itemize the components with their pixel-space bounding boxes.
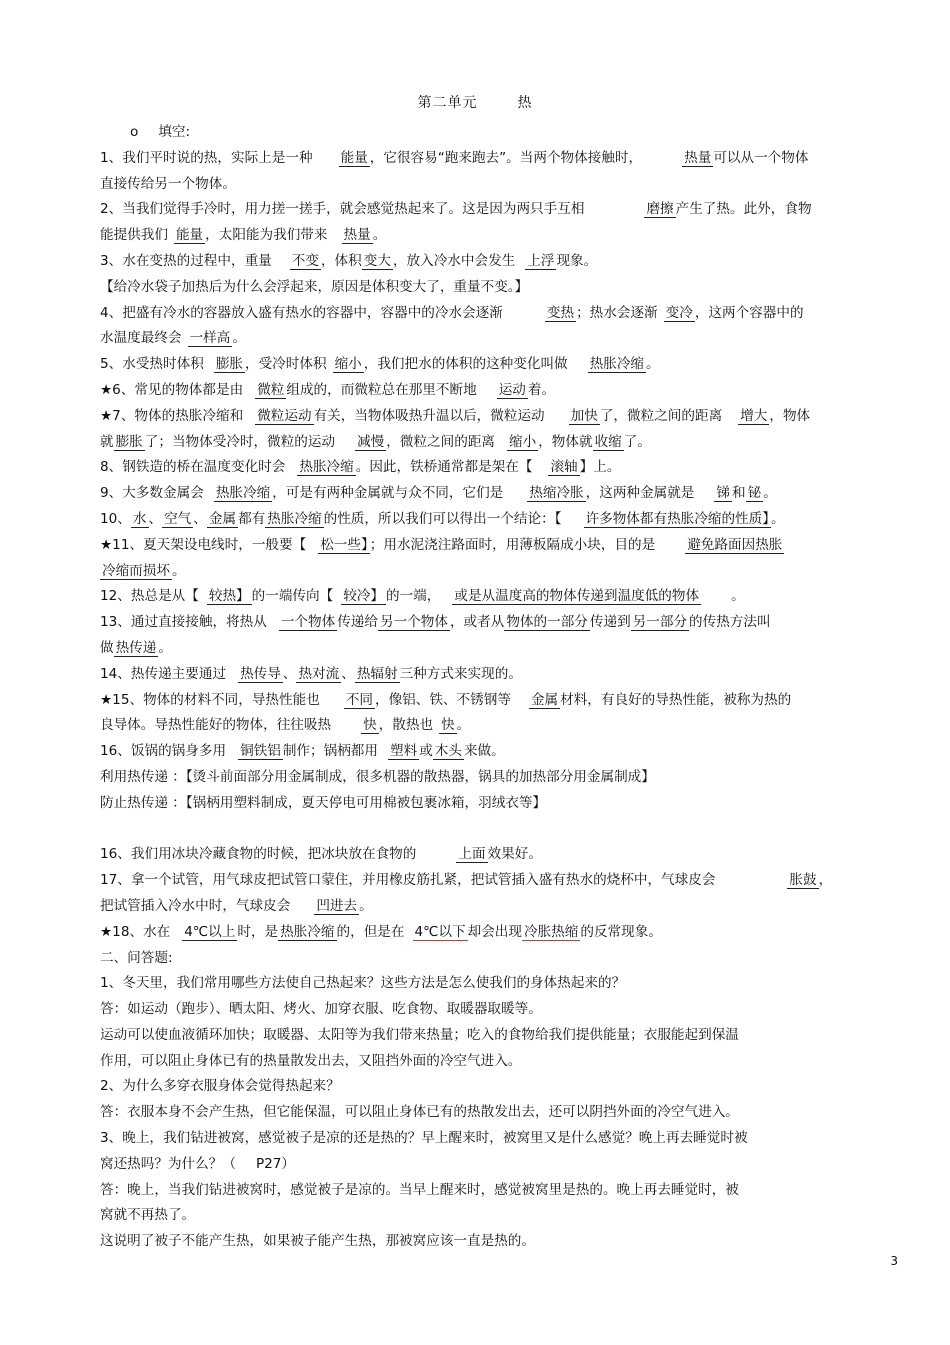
question-text: ， <box>818 872 833 889</box>
answer-blank: 许多物体都有热胀冷缩的性质】 <box>585 510 770 527</box>
question-line <box>100 197 895 223</box>
question-text: 现象。 <box>556 252 598 269</box>
question-line <box>100 610 895 636</box>
answer-blank: 空气 <box>164 510 192 527</box>
answer-blank: 热对流 <box>298 665 340 682</box>
answer-blank: 塑料 <box>390 743 418 760</box>
answer-blank: 上面 <box>458 846 486 863</box>
unit-label: 第二单元 <box>417 95 478 111</box>
question-text: 2、当我们觉得手冷时，用力搓一搓手，就会感觉热起来了。这是因为两只手互相 <box>100 201 585 218</box>
question-text: 5、水受热时体积 <box>100 356 204 373</box>
answer-blank: 热胀冷缩 <box>280 923 335 940</box>
answer-blank: 热传递 <box>115 639 157 656</box>
question-text: ，我们把水的体积的这种变化叫做 <box>363 356 568 373</box>
question-text: 。 <box>646 356 660 373</box>
question-text: ，物体 <box>769 407 811 424</box>
question-line <box>100 507 895 533</box>
question-line <box>100 894 895 920</box>
answer-blank: 加快 <box>570 407 598 424</box>
question-text: 14、热传递主要通过 <box>100 665 227 682</box>
question-line <box>100 636 895 662</box>
answer-blank: 热胀冷缩 <box>267 510 322 527</box>
question-text: 、 <box>193 510 207 527</box>
answer-blank: 增大 <box>740 407 768 424</box>
question-line <box>100 662 895 688</box>
answer-blank: 木头 <box>434 743 462 760</box>
question-text: 效果好。 <box>487 846 542 863</box>
question-text: ★18、水在 <box>100 923 171 940</box>
qa-question: 1、冬天里，我们常用哪些方法使自己热起来？这些方法是怎么使我们的身体热起来的？ <box>100 975 626 992</box>
answer-blank: 微粒 <box>257 381 285 398</box>
answer-blank: 滚轴 <box>550 459 578 476</box>
question-text: 的一端， <box>386 588 441 605</box>
question-text: 16、我们用冰块冷藏食物的时候，把冰块放在食物的 <box>100 846 417 863</box>
answer-blank: 微粒运动 <box>257 407 312 424</box>
question-text: ，散热也 <box>378 717 434 734</box>
answer-blank: 能量 <box>175 227 204 244</box>
section-title: 填空: <box>158 124 191 140</box>
question-line <box>100 223 895 249</box>
note-text: 防止热传递 ：【锅柄用塑料制成，夏天停电可用棉被包裹冰箱，羽绒衣等】 <box>100 794 547 811</box>
question-text: ，体积 <box>320 252 362 269</box>
question-line <box>100 533 895 559</box>
qa-question: 窝还热吗？为什么？（ P27） <box>100 1155 296 1172</box>
question-text: 传递给 <box>337 614 378 631</box>
answer-blank: 热量 <box>684 149 712 166</box>
question-text: 。 <box>232 330 246 347</box>
answer-blank: 缩小 <box>509 433 537 450</box>
answer-blank: 金属 <box>530 691 559 708</box>
qa-answer: 答：如运动（跑步）、晒太阳、烤火、加穿衣服、吃食物、取暖器取暖等。 <box>100 1001 542 1018</box>
question-text: ，放入冷水中会发生 <box>392 252 516 269</box>
question-text: ；热水会逐渐 <box>576 304 658 321</box>
note-line <box>100 275 895 301</box>
question-text: 16、饭锅的锅身多用 <box>100 743 227 760</box>
question-text: 、 <box>341 665 355 682</box>
answer-blank: 松一些】 <box>320 536 368 553</box>
answer-blank: 热缩冷胀 <box>529 485 584 502</box>
question-line <box>100 146 895 172</box>
question-text: 13、通过直接接触，将热从 <box>100 614 267 631</box>
answer-blank: 变大 <box>363 252 391 269</box>
question-text: 、 <box>282 665 297 682</box>
answer-blank: 避免路面因热胀 <box>687 536 783 553</box>
question-text: 的，但是在 <box>336 923 405 940</box>
question-text: 都有 <box>238 510 266 527</box>
question-text: ★15、物体的材料不同，导热性能也 <box>100 691 320 708</box>
question-text: ，受冷时体积 <box>245 356 327 373</box>
question-text: 了，微粒之间的距离 <box>599 407 723 424</box>
section-title: 二、问答题: <box>100 949 173 966</box>
answer-blank: 热胀冷缩 <box>299 459 354 476</box>
answer-blank: 铋 <box>747 485 762 502</box>
qa-answer: 答：衣服本身不会产生热，但它能保温，可以阻止身体已有的热散发出去，还可以阴挡外面的冷空气进入。 <box>100 1104 739 1121</box>
qa-answer: 这说明了被子不能产生热，如果被子能产生热，那被窝应该一直是热的。 <box>100 1233 535 1250</box>
answer-blank: 减慢 <box>357 433 385 450</box>
answer-blank: 另一部分 <box>632 614 688 631</box>
bullet: o <box>130 124 139 140</box>
question-line <box>100 326 895 352</box>
question-line <box>100 172 895 198</box>
question-line <box>100 739 895 765</box>
question-text: 着。 <box>527 381 556 398</box>
question-text: 的反常现象。 <box>580 923 662 940</box>
question-text: 良导体。导热性能好的物体，往往吸热 <box>100 717 332 734</box>
question-text: ★7、物体的热胀冷缩和 <box>100 407 244 424</box>
answer-blank: 铜铁铝 <box>240 743 281 760</box>
question-text: 的传热方法叫 <box>689 614 771 631</box>
answer-blank: 热胀冷缩 <box>589 356 645 373</box>
question-text: 。 <box>731 588 745 605</box>
question-text: 3、水在变热的过程中，重量 <box>100 252 272 269</box>
answer-blank: 较冷】 <box>343 588 384 605</box>
question-text: 可以从一个物体 <box>713 149 809 166</box>
page-title <box>0 92 950 112</box>
question-text: 的性质，所以我们可以得出一个结论：【 <box>323 510 562 527</box>
question-text: 。 <box>158 639 172 656</box>
question-text: 有关，当物体吸热升温以后，微粒运动 <box>313 407 545 424</box>
question-text: 组成的，而微粒总在那里不断地 <box>286 381 477 398</box>
question-text: 时，是 <box>237 923 279 940</box>
question-text: 1、我们平时说的热，实际上是一种 <box>100 149 313 166</box>
question-text: 来做。 <box>463 743 505 760</box>
question-text: 。 <box>771 510 785 527</box>
question-line <box>100 584 895 610</box>
answer-blank: 磨擦 <box>646 201 674 218</box>
question-text: 制作；锅柄都用 <box>282 743 378 760</box>
answer-blank: 物体的一部分 <box>506 614 588 631</box>
question-text: ，太阳能为我们带来 <box>205 227 328 244</box>
answer-blank: 一个物体 <box>280 614 336 631</box>
question-text: ，这两种金属就是 <box>585 485 695 502</box>
question-line <box>100 713 895 739</box>
note-line <box>100 791 895 817</box>
question-text: 。 <box>171 562 186 579</box>
question-text: 、 <box>148 510 163 527</box>
question-line <box>100 430 895 456</box>
question-text: 三种方式来实现的。 <box>399 665 522 682</box>
question-text: 9、大多数金属会 <box>100 485 204 502</box>
answer-blank: 膨胀 <box>115 433 143 450</box>
answer-blank: 上浮 <box>527 252 555 269</box>
qa-question: 3、晚上，我们钻进被窝，感觉被子是凉的还是热的？早上醒来时，被窝里又是什么感觉？晚上再去睡觉时被 <box>100 1130 748 1147</box>
question-text: 却会出现 <box>467 923 522 940</box>
question-line <box>100 481 895 507</box>
question-text: ，像铝、铁、不锈钢等 <box>374 691 511 708</box>
question-text: 4、把盛有冷水的容器放入盛有热水的容器中，容器中的冷水会逐渐 <box>100 304 503 321</box>
question-text: ，可是有两种金属就与众不同，它们是 <box>272 485 504 502</box>
answer-blank: 4℃以下 <box>414 923 466 940</box>
qa-answer: 作用，可以阻止身体已有的热量散发出去，又阻挡外面的冷空气进入。 <box>100 1052 522 1069</box>
answer-blank: 水 <box>132 510 147 527</box>
question-text: 的一端传向【 <box>251 588 334 605</box>
page-number: 3 <box>890 1254 898 1268</box>
question-text: ，它很容易“跑来跑去”。当两个物体接触时， <box>369 149 643 166</box>
question-text: 把试管插入冷水中时，气球皮会 <box>100 897 291 914</box>
question-text: 或 <box>419 743 433 760</box>
question-text: 8、钢铁造的桥在温度变化时会 <box>100 459 286 476</box>
question-line <box>100 688 895 714</box>
note-line <box>100 765 895 791</box>
question-text: ；用水泥浇注路面时，用薄板隔成小块，目的是 <box>369 536 656 553</box>
question-text: ，或者从 <box>449 614 505 631</box>
question-text: 就 <box>100 433 114 450</box>
answer-blank: 或是从温度高的物体传递到温度低的物体 <box>454 588 700 605</box>
question-text: 做 <box>100 639 114 656</box>
question-line <box>100 920 895 946</box>
answer-blank: 不同 <box>345 691 373 708</box>
question-text: 10、 <box>100 510 131 527</box>
answer-blank: 热传导 <box>240 665 281 682</box>
unit-topic: 热 <box>517 95 533 111</box>
question-text: 能提供我们 <box>100 227 168 244</box>
answer-blank: 一样高 <box>189 330 231 347</box>
question-text: 直接传给另一个物体。 <box>100 175 236 192</box>
question-text: 】上。 <box>579 459 621 476</box>
answer-blank: 另一个物体 <box>379 614 448 631</box>
answer-blank: 热辐射 <box>356 665 398 682</box>
answer-blank: 不变 <box>291 252 319 269</box>
question-text: 12、热总是从【 <box>100 588 199 605</box>
section-heading <box>100 120 895 146</box>
question-line <box>100 404 895 430</box>
answer-blank: 变热 <box>546 304 575 321</box>
question-line <box>100 249 895 275</box>
question-text: 和 <box>732 485 746 502</box>
answer-blank: 冷缩而损坏 <box>102 562 170 579</box>
answer-blank: 能量 <box>340 149 368 166</box>
question-line <box>100 559 895 585</box>
question-text: ★6、常见的物体都是由 <box>100 381 244 398</box>
answer-blank: 快 <box>363 717 377 734</box>
question-text: 17、拿一个试管，用气球皮把试管口蒙住，并用橡皮筋扎紧，把试管插入盛有热水的烧杯中，气球皮会 <box>100 872 716 889</box>
qa-answer: 窝就不再热了。 <box>100 1207 196 1224</box>
question-text: 了；当物体受冷时，微粒的运动 <box>144 433 336 450</box>
answer-blank: 变冷 <box>665 304 693 321</box>
answer-blank: 收缩 <box>594 433 622 450</box>
question-text: 。 <box>763 485 777 502</box>
question-text: ★11、夏天架设电线时，一般要【 <box>100 536 307 553</box>
note-text: 利用热传递 ：【烫斗前面部分用金属制成，很多机器的散热器，锅具的加热部分用金属制成】 <box>100 768 655 785</box>
answer-blank: 胀鼓 <box>789 872 817 889</box>
question-text: 。因此，铁桥通常都是架在【 <box>355 459 533 476</box>
qa-question: 2、为什么多穿衣服身体会觉得热起来？ <box>100 1078 340 1095</box>
question-text: 。 <box>456 717 471 734</box>
answer-blank: 膨胀 <box>215 356 243 373</box>
answer-blank: 凹进去 <box>316 897 358 914</box>
question-line <box>100 455 895 481</box>
question-text: ，这两个容器中的 <box>694 304 804 321</box>
question-text: ，物体就 <box>538 433 593 450</box>
question-text: ，微粒之间的距离 <box>386 433 496 450</box>
answer-blank: 金属 <box>208 510 237 527</box>
answer-blank: 缩小 <box>334 356 362 373</box>
qa-answer: 运动可以使血液循环加快；取暖器、太阳等为我们带来热量；吃入的食物给我们提供能量；衣服能起到保温 <box>100 1026 739 1043</box>
answer-blank: 锑 <box>716 485 730 502</box>
question-line <box>100 842 895 868</box>
answer-blank: 4℃以上 <box>184 923 236 940</box>
qa-answer: 答：晚上，当我们钻进被窝时，感觉被子是凉的。当早上醒来时，感觉被窝里是热的。晚上再去睡觉时，被 <box>100 1181 739 1198</box>
question-text: 了。 <box>623 433 651 450</box>
question-line <box>100 352 895 378</box>
answer-blank: 热量 <box>343 227 371 244</box>
answer-blank: 较热】 <box>208 588 250 605</box>
question-line <box>100 868 895 894</box>
answer-blank: 运动 <box>498 381 526 398</box>
question-line <box>100 378 895 404</box>
section-heading <box>100 946 895 972</box>
document-body <box>100 120 895 1255</box>
question-line <box>100 301 895 327</box>
note-text: 【给冷水袋子加热后为什么会浮起来，原因是体积变大了，重量不变。】 <box>100 278 529 295</box>
question-text: 材料，有良好的导热性能，被称为热的 <box>560 691 792 708</box>
answer-blank: 快 <box>441 717 455 734</box>
question-text: 水温度最终会 <box>100 330 182 347</box>
answer-blank: 热胀冷缩 <box>215 485 271 502</box>
answer-blank: 冷胀热缩 <box>523 923 579 940</box>
question-text: 产生了热。此外，食物 <box>675 201 812 218</box>
question-text: 。 <box>359 897 373 914</box>
question-text: 传递到 <box>589 614 631 631</box>
question-text: 。 <box>372 227 387 244</box>
